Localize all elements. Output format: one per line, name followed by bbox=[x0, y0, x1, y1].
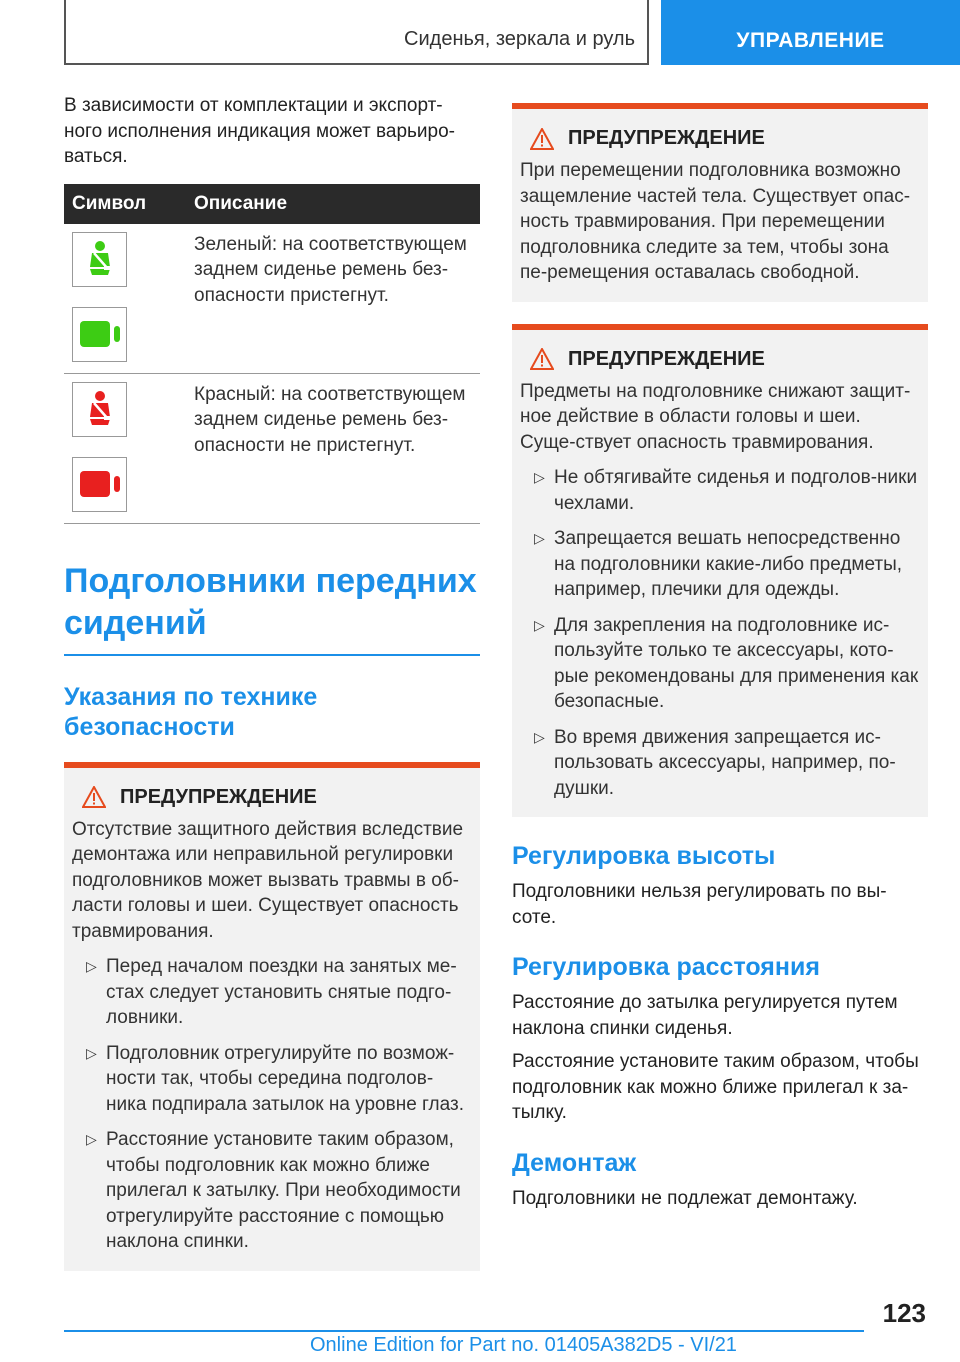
warning-triangle-icon bbox=[82, 786, 106, 808]
bullet-triangle-icon: ▷ bbox=[534, 469, 545, 485]
green-seatbelt-icon bbox=[72, 232, 127, 287]
table-header bbox=[64, 184, 480, 224]
header-chapter-label: УПРАВЛЕНИЕ bbox=[736, 29, 885, 52]
removal-text: Подголовники не подлежат демонтажу. bbox=[512, 1187, 858, 1209]
page-number: 123 bbox=[882, 1298, 926, 1328]
bullet-triangle-icon: ▷ bbox=[534, 728, 545, 745]
header-section-title: Сиденья, зеркала и руль bbox=[404, 28, 635, 50]
removal-heading: Демонтаж bbox=[512, 1148, 637, 1177]
red-seat-status-icon bbox=[72, 457, 127, 512]
height-heading: Регулировка высоты bbox=[512, 842, 776, 870]
table-header-description: Описание bbox=[194, 192, 288, 214]
header-section-box bbox=[64, 0, 649, 65]
main-heading: Подголовники передних сидений bbox=[64, 561, 477, 642]
list-item: ▷ Для закрепления на подголовнике ис-пользуйте только те аксессуары, кото-рые рекомендованы для применения как безопасные. bbox=[520, 613, 920, 715]
header-chapter-tab[interactable] bbox=[661, 0, 960, 65]
right-column bbox=[512, 103, 928, 1211]
height-text: Подголовники нельзя регулировать по вы-соте. bbox=[512, 881, 887, 928]
bullet-triangle-icon: ▷ bbox=[86, 1044, 97, 1061]
warning-box bbox=[512, 103, 928, 302]
warning-triangle-icon bbox=[530, 348, 554, 370]
left-column bbox=[64, 93, 480, 1271]
warning-text: Предметы на подголовнике снижают защит-ное действие в области головы и шеи. Суще-ствует опасность травмирования. bbox=[520, 380, 911, 453]
footer-edition-link[interactable]: Online Edition for Part no. 01405A382D5 - VI/21 bbox=[310, 1334, 737, 1356]
bullet-triangle-icon: ▷ bbox=[534, 530, 545, 546]
distance-text-2: Расстояние установите таким образом, чтобы подголовник как можно ближе прилегал к за-тылку. bbox=[512, 1051, 919, 1123]
bullet-triangle-icon: ▷ bbox=[86, 958, 97, 974]
warning-text: Отсутствие защитного действия вследствие демонтажа или неправильной регулировки подголовников может вызвать травмы в об-ласти головы и шеи. Существует опасность травмирования. bbox=[72, 818, 464, 942]
distance-text-1: Расстояние до затылка регулируется путем наклона спинки сиденья. bbox=[512, 992, 898, 1039]
footer-divider bbox=[64, 1330, 864, 1332]
green-seat-status-icon bbox=[72, 307, 127, 362]
warning-box bbox=[64, 762, 480, 1271]
red-seatbelt-icon bbox=[72, 382, 127, 437]
warning-box bbox=[512, 324, 928, 818]
list-item: ▷ Во время движения запрещается ис-пользовать аксессуары, например, по-душки. bbox=[520, 725, 920, 802]
distance-heading: Регулировка расстояния bbox=[512, 953, 820, 981]
warning-triangle-icon bbox=[530, 128, 554, 150]
table-row bbox=[64, 374, 480, 524]
intro-paragraph: В зависимости от комплектации и экспорт-ного исполнения индикация может варьиро-ваться. bbox=[64, 95, 455, 167]
warning-title: ПРЕДУПРЕЖДЕНИЕ bbox=[530, 127, 920, 150]
bullet-triangle-icon: ▷ bbox=[534, 616, 545, 633]
list-item: ▷ Запрещается вешать непосредственно на подголовники какие-либо предметы, например, плечики для одежды. bbox=[520, 526, 920, 603]
table-header-symbol: Символ bbox=[72, 192, 147, 214]
list-item: ▷ Перед началом поездки на занятых ме-стах следует установить снятые подго-ловники. bbox=[72, 954, 472, 1031]
safety-heading: Указания по технике безопасности bbox=[64, 682, 318, 741]
indicator-table bbox=[64, 184, 480, 524]
list-item: ▷ Подголовник отрегулируйте по возмож-ности так, чтобы середина подголов-ника подпирала затылок на уровне глаз. bbox=[72, 1041, 472, 1118]
warning-title: ПРЕДУПРЕЖДЕНИЕ bbox=[82, 786, 472, 809]
warning-text: При перемещении подголовника возможно защемление частей тела. Существует опас-ность травмирования. При перемещении подголовника следите за тем, чтобы зона пе-ремещения оставалась свободной. bbox=[520, 160, 911, 283]
bullet-triangle-icon: ▷ bbox=[86, 1131, 97, 1147]
warning-title: ПРЕДУПРЕЖДЕНИЕ bbox=[530, 348, 920, 371]
table-row-description: Зеленый: на соответствующем заднем сиденье ремень без-опасности пристегнут. bbox=[194, 233, 467, 306]
table-row bbox=[64, 224, 480, 374]
table-row-description: Красный: на соответствующем заднем сиденье ремень без-опасности не пристегнут. bbox=[194, 383, 466, 456]
list-item: ▷ Не обтягивайте сиденья и подголов-ники чехлами. bbox=[520, 465, 920, 516]
heading-divider bbox=[64, 654, 480, 656]
list-item: ▷ Расстояние установите таким образом, чтобы подголовник как можно ближе прилегал к затылку. При необходимости отрегулируйте расстояние с помощью наклона спинки. bbox=[72, 1127, 472, 1255]
